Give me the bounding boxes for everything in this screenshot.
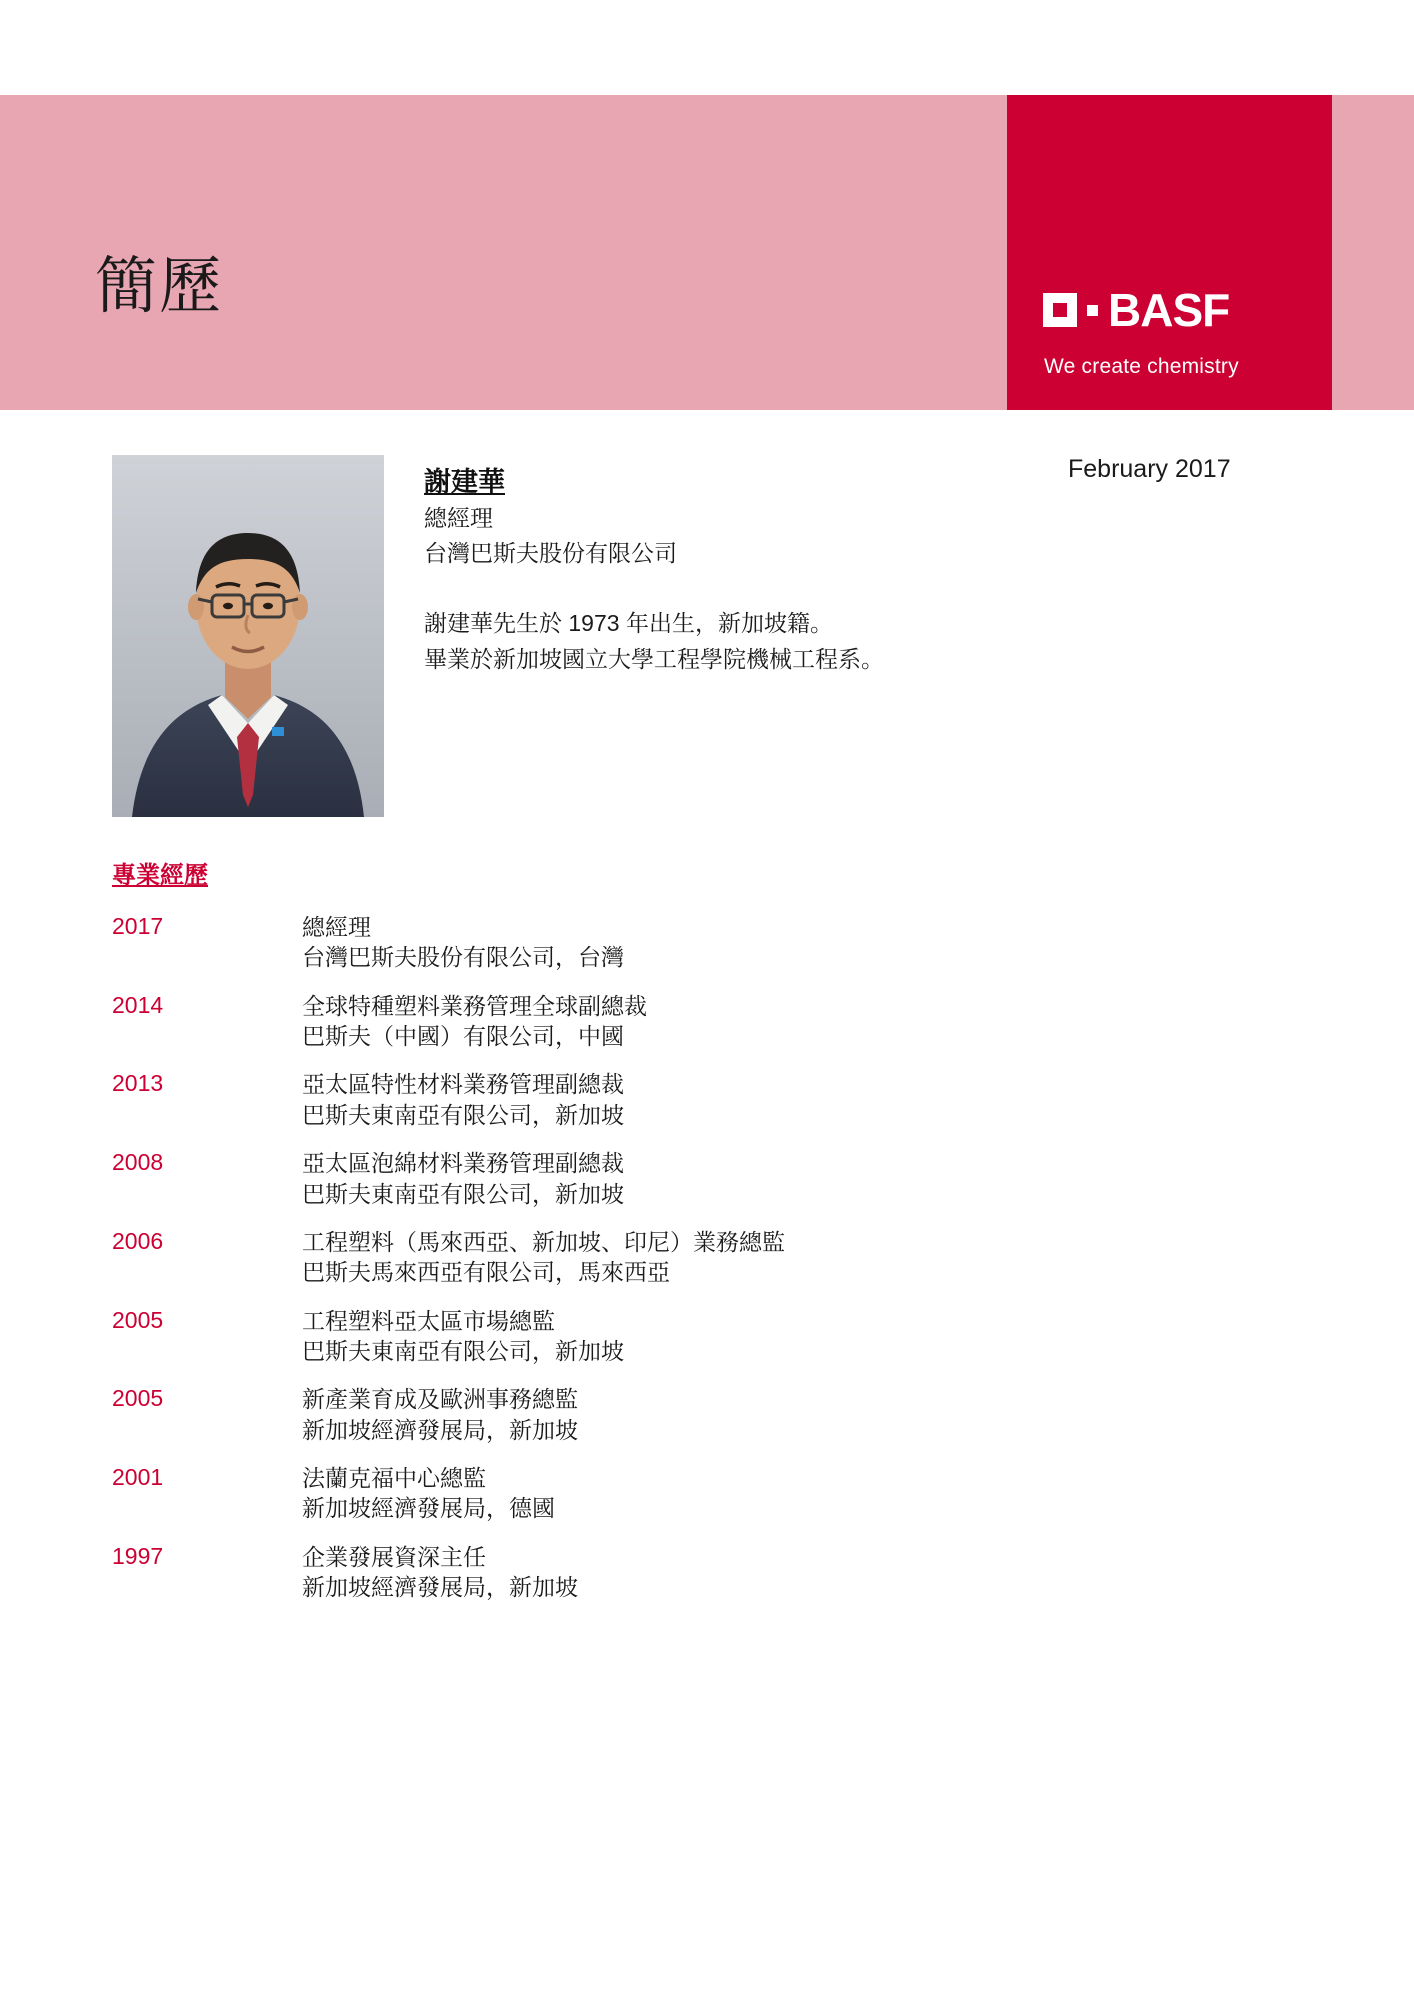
experience-row bbox=[112, 1463, 1262, 1524]
experience-place: 巴斯夫（中國）有限公司，中國 bbox=[302, 1023, 624, 1050]
experience-year: 2005 bbox=[112, 1385, 164, 1412]
experience-year: 2014 bbox=[112, 991, 164, 1018]
experience-place: 台灣巴斯夫股份有限公司，台灣 bbox=[302, 944, 624, 971]
experience-row bbox=[112, 1306, 1262, 1367]
experience-year: 2008 bbox=[112, 1149, 164, 1176]
experience-place: 新加坡經濟發展局，新加坡 bbox=[302, 1574, 578, 1601]
bio-line-1: 謝建華先生於 1973 年出生，新加坡籍。 bbox=[424, 610, 833, 636]
experience-row bbox=[112, 912, 1262, 973]
experience-title: 全球特種塑料業務管理全球副總裁 bbox=[302, 992, 647, 1019]
experience-row bbox=[112, 1069, 1262, 1130]
experience-row bbox=[112, 1384, 1262, 1445]
experience-place: 新加坡經濟發展局，新加坡 bbox=[302, 1416, 578, 1443]
experience-detail bbox=[302, 1542, 1262, 1603]
experience-detail bbox=[302, 991, 1262, 1052]
experience-list bbox=[112, 912, 1262, 1620]
experience-row bbox=[112, 1542, 1262, 1603]
page-title: 簡歷 bbox=[95, 249, 224, 322]
experience-row bbox=[112, 1227, 1262, 1288]
experience-year: 2013 bbox=[112, 1070, 164, 1097]
experience-title: 工程塑料亞太區市場總監 bbox=[302, 1307, 555, 1334]
experience-row bbox=[112, 1148, 1262, 1209]
person-company: 台灣巴斯夫股份有限公司 bbox=[424, 540, 677, 566]
experience-year: 2006 bbox=[112, 1227, 164, 1254]
bio-line-2: 畢業於新加坡國立大學工程學院機械工程系。 bbox=[424, 646, 884, 672]
experience-title: 新產業育成及歐洲事務總監 bbox=[302, 1386, 578, 1413]
logo-tagline: We create chemistry bbox=[1044, 355, 1239, 378]
experience-title: 總經理 bbox=[302, 914, 371, 940]
experience-year: 2001 bbox=[112, 1464, 164, 1491]
experience-detail bbox=[302, 1463, 1262, 1524]
experience-place: 巴斯夫馬來西亞有限公司，馬來西亞 bbox=[302, 1259, 670, 1286]
section-title-experience: 專業經歷 bbox=[112, 860, 208, 889]
logo-wordmark: BASF bbox=[1108, 284, 1230, 336]
experience-title: 工程塑料（馬來西亞、新加坡、印尼）業務總監 bbox=[302, 1228, 785, 1255]
experience-row bbox=[112, 991, 1262, 1052]
experience-title: 亞太區泡綿材料業務管理副總裁 bbox=[302, 1150, 624, 1177]
experience-title: 亞太區特性材料業務管理副總裁 bbox=[302, 1071, 624, 1098]
experience-year: 2005 bbox=[112, 1306, 164, 1333]
experience-title: 法蘭克福中心總監 bbox=[302, 1465, 486, 1492]
experience-detail bbox=[302, 1306, 1262, 1367]
experience-place: 巴斯夫東南亞有限公司，新加坡 bbox=[302, 1337, 624, 1364]
basf-logo bbox=[1043, 284, 1230, 336]
experience-place: 巴斯夫東南亞有限公司，新加坡 bbox=[302, 1101, 624, 1128]
document-date: February 2017 bbox=[1068, 455, 1231, 483]
logo-square-icon bbox=[1043, 293, 1077, 327]
experience-detail bbox=[302, 1148, 1262, 1209]
experience-detail bbox=[302, 1384, 1262, 1445]
logo-dot-icon bbox=[1087, 305, 1098, 316]
person-name: 謝建華 bbox=[424, 467, 505, 498]
experience-year: 1997 bbox=[112, 1542, 164, 1569]
experience-place: 新加坡經濟發展局，德國 bbox=[302, 1495, 555, 1522]
experience-year: 2017 bbox=[112, 913, 164, 939]
experience-detail bbox=[302, 1227, 1262, 1288]
experience-detail bbox=[302, 1069, 1262, 1130]
portrait-illustration bbox=[112, 455, 384, 817]
experience-detail bbox=[302, 912, 1262, 973]
portrait-photo bbox=[112, 455, 384, 817]
experience-title: 企業發展資深主任 bbox=[302, 1543, 486, 1570]
experience-place: 巴斯夫東南亞有限公司，新加坡 bbox=[302, 1180, 624, 1207]
person-role: 總經理 bbox=[424, 505, 493, 531]
